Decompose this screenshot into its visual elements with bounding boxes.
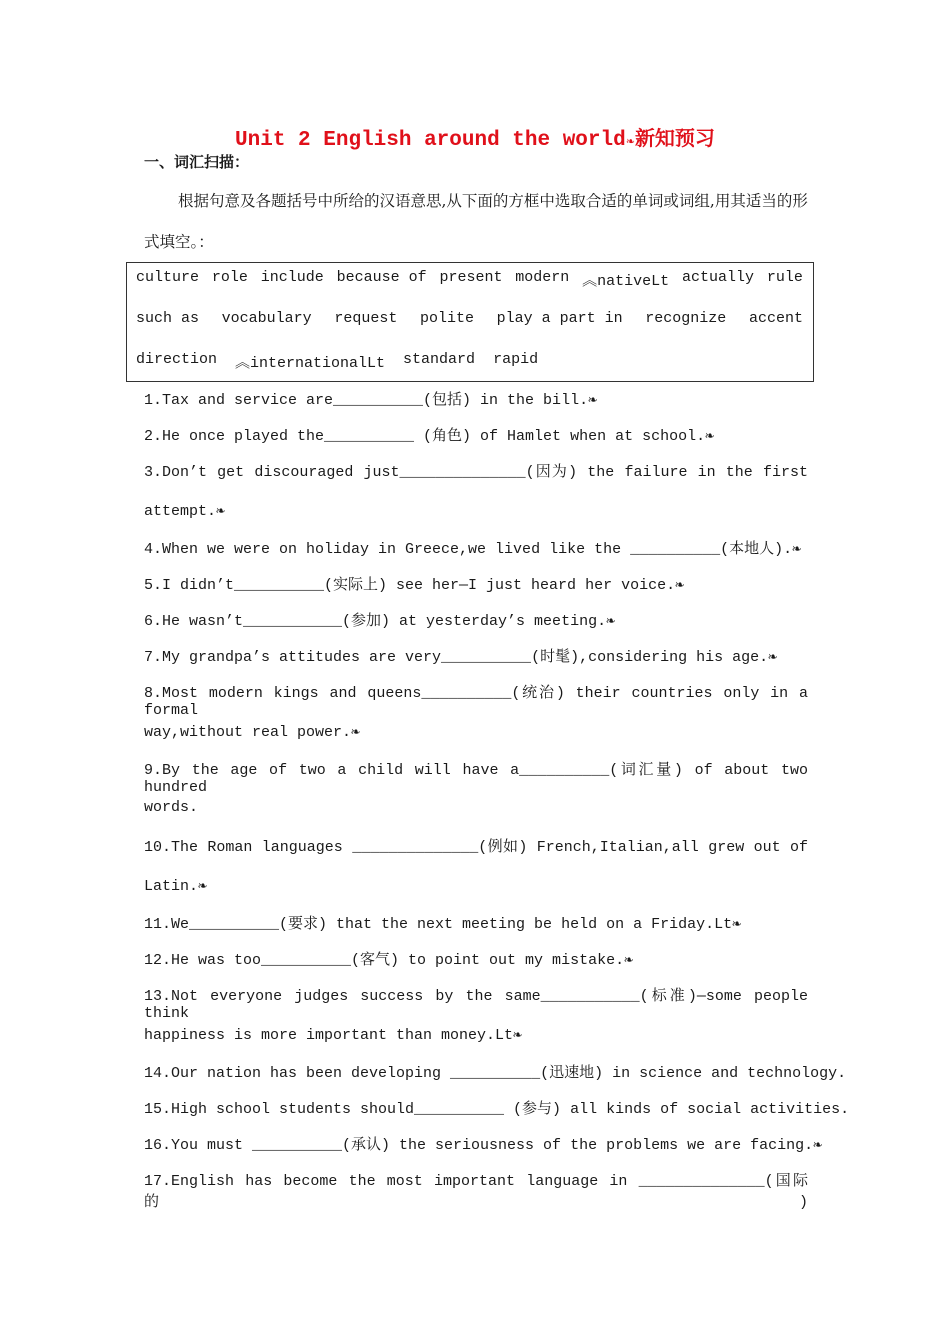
question-9-line-2: words.	[144, 799, 199, 816]
word-row-3	[136, 351, 803, 372]
word-item: culture	[136, 269, 200, 286]
question-2: 2.He once played the__________ (角色) of Hamlet when at school.❧	[144, 428, 715, 445]
question-13-line-1: 13.Not everyone judges success by the same___________(标准)—some people think	[144, 988, 808, 1022]
question-8-line-2: way,without real power.❧	[144, 724, 361, 741]
word-item: present	[439, 269, 503, 286]
question-1: 1.Tax and service are__________(包括) in the bill.❧	[144, 392, 598, 409]
word-item: rapid	[493, 351, 539, 368]
question-16: 16.You must __________(承认) the seriousness of the problems we are facing.❧	[144, 1137, 823, 1154]
question-10-line-2: Latin.❧	[144, 878, 208, 895]
word-item: rule	[766, 269, 803, 286]
question-6: 6.He wasn’t___________(参加) at yesterday’s meeting.❧	[144, 613, 616, 630]
question-10-line-1: 10.The Roman languages ______________(例如) French,Italian,all grew out of	[144, 839, 808, 856]
question-8-line-1: 8.Most modern kings and queens__________(统治) their countries only in a formal	[144, 685, 808, 719]
leaf-mark-icon: ❧	[625, 135, 635, 148]
instruction-text: 根据句意及各题括号中所给的汉语意思,从下面的方框中选取合适的单词或词组,用其适当的形式填空。：	[144, 192, 808, 251]
word-item: actually	[682, 269, 755, 286]
word-item: request	[334, 310, 398, 327]
question-15: 15.High school students should__________ (参与) all kinds of social activities.	[144, 1101, 850, 1118]
word-item: role	[211, 269, 248, 286]
word-item: ︽internationalLt	[235, 355, 386, 372]
word-item: such as	[136, 310, 200, 327]
title-english: Unit 2 English around the world	[235, 129, 626, 152]
section-heading: 一、词汇扫描：	[144, 153, 250, 171]
word-row-1	[136, 269, 803, 290]
question-3-line-2: attempt.❧	[144, 503, 226, 520]
question-11: 11.We__________(要求) that the next meeting be held on a Friday.Lt❧	[144, 916, 742, 933]
word-item: include	[260, 269, 324, 286]
question-3-line-1: 3.Don’t get discouraged just______________(因为) the failure in the first	[144, 464, 808, 481]
question-13-line-2: happiness is more important than money.Lt❧	[144, 1027, 523, 1044]
question-14: 14.Our nation has been developing __________(迅速地) in science and technology.	[144, 1065, 847, 1082]
title-chinese: 新知预习	[634, 126, 715, 150]
word-item: standard	[403, 351, 476, 368]
word-row-2	[136, 310, 803, 327]
question-5: 5.I didn’t__________(实际上) see her—I just heard her voice.❧	[144, 577, 685, 594]
word-item: direction	[136, 351, 218, 368]
word-item: accent	[748, 310, 803, 327]
word-item: modern	[515, 269, 570, 286]
word-box	[126, 262, 814, 382]
word-item: recognize	[645, 310, 727, 327]
question-17: 17.English has become the most important language in ______________(国际的)	[144, 1173, 808, 1211]
question-4: 4.When we were on holiday in Greece,we lived like the __________(本地人).❧	[144, 541, 802, 558]
question-12: 12.He was too__________(客气) to point out my mistake.❧	[144, 952, 634, 969]
question-9-line-1: 9.By the age of two a child will have a__________(词汇量) of about two hundred	[144, 762, 808, 796]
word-item: play a part in	[496, 310, 623, 327]
word-item: vocabulary	[221, 310, 312, 327]
question-7: 7.My grandpa’s attitudes are very__________(时髦),considering his age.❧	[144, 649, 778, 666]
word-item: ︽nativeLt	[582, 273, 670, 290]
page-title	[0, 122, 950, 152]
word-item: because of	[336, 269, 427, 286]
word-item: polite	[419, 310, 474, 327]
